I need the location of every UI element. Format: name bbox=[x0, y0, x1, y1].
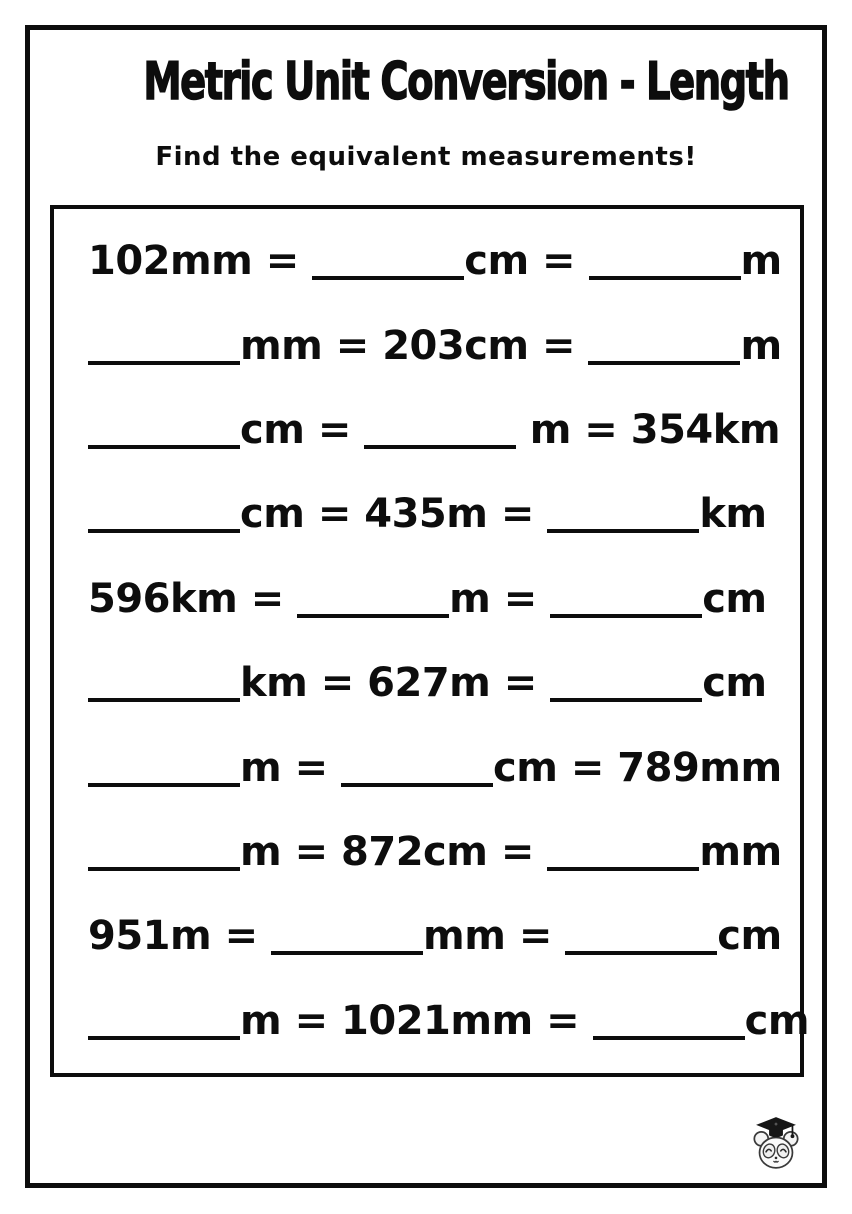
problem-row bbox=[88, 577, 794, 621]
answer-blank[interactable] bbox=[550, 588, 702, 618]
problem-row bbox=[88, 239, 794, 283]
answer-blank[interactable] bbox=[88, 503, 240, 533]
problem-text: cm bbox=[702, 660, 767, 707]
problem-row bbox=[88, 746, 794, 790]
panda-graduate-logo bbox=[750, 1115, 802, 1173]
problem-row bbox=[88, 408, 794, 452]
answer-blank[interactable] bbox=[588, 335, 740, 365]
problem-text: mm bbox=[699, 828, 782, 875]
answer-blank[interactable] bbox=[593, 1010, 745, 1040]
answer-blank[interactable] bbox=[271, 925, 423, 955]
answer-blank[interactable] bbox=[88, 419, 240, 449]
answer-blank[interactable] bbox=[550, 672, 702, 702]
answer-blank[interactable] bbox=[547, 503, 699, 533]
page-subtitle: Find the equivalent measurements! bbox=[155, 142, 697, 172]
answer-blank[interactable] bbox=[88, 841, 240, 871]
problem-text: cm bbox=[717, 913, 782, 960]
problem-text: 596km = bbox=[88, 575, 298, 622]
problem-text: 951m = bbox=[88, 913, 272, 960]
problem-text: m bbox=[740, 322, 782, 369]
page-border bbox=[25, 25, 827, 1188]
answer-blank[interactable] bbox=[364, 419, 516, 449]
answer-blank[interactable] bbox=[88, 757, 240, 787]
answer-blank[interactable] bbox=[297, 588, 449, 618]
answer-blank[interactable] bbox=[88, 1010, 240, 1040]
problem-text: mm = 203cm = bbox=[240, 322, 589, 369]
problem-row bbox=[88, 914, 794, 958]
problem-row bbox=[88, 324, 794, 368]
problem-text: m = 354km bbox=[516, 406, 781, 453]
answer-blank[interactable] bbox=[88, 335, 240, 365]
problem-text: km bbox=[699, 491, 767, 538]
problems-box bbox=[50, 205, 809, 1077]
problem-text: cm = bbox=[240, 406, 365, 453]
problem-text: cm bbox=[702, 575, 767, 622]
problem-text: cm bbox=[744, 997, 809, 1044]
answer-blank[interactable] bbox=[341, 757, 493, 787]
problem-text: m bbox=[740, 238, 782, 285]
problem-text: mm = bbox=[423, 913, 566, 960]
problem-row bbox=[88, 661, 794, 705]
problem-text: 102mm = bbox=[88, 238, 313, 285]
problem-text: cm = 789mm bbox=[493, 744, 782, 791]
problem-row bbox=[88, 997, 809, 1044]
page-title-text: Metric Unit Conversion - Length bbox=[143, 52, 789, 112]
problems-list bbox=[54, 209, 809, 1073]
answer-blank[interactable] bbox=[589, 250, 741, 280]
answer-blank[interactable] bbox=[88, 672, 240, 702]
problem-text: m = 1021mm = bbox=[240, 997, 593, 1044]
problem-text: m = 872cm = bbox=[240, 828, 548, 875]
problem-row bbox=[88, 830, 794, 874]
answer-blank[interactable] bbox=[312, 250, 464, 280]
answer-blank[interactable] bbox=[547, 841, 699, 871]
problem-text: m = bbox=[449, 575, 551, 622]
problem-text: km = 627m = bbox=[240, 660, 551, 707]
problem-row bbox=[88, 492, 794, 536]
page-title bbox=[30, 54, 822, 111]
answer-blank[interactable] bbox=[565, 925, 717, 955]
problem-text: m = bbox=[240, 744, 342, 791]
problem-text: cm = bbox=[464, 238, 589, 285]
problem-text: cm = 435m = bbox=[240, 491, 548, 538]
